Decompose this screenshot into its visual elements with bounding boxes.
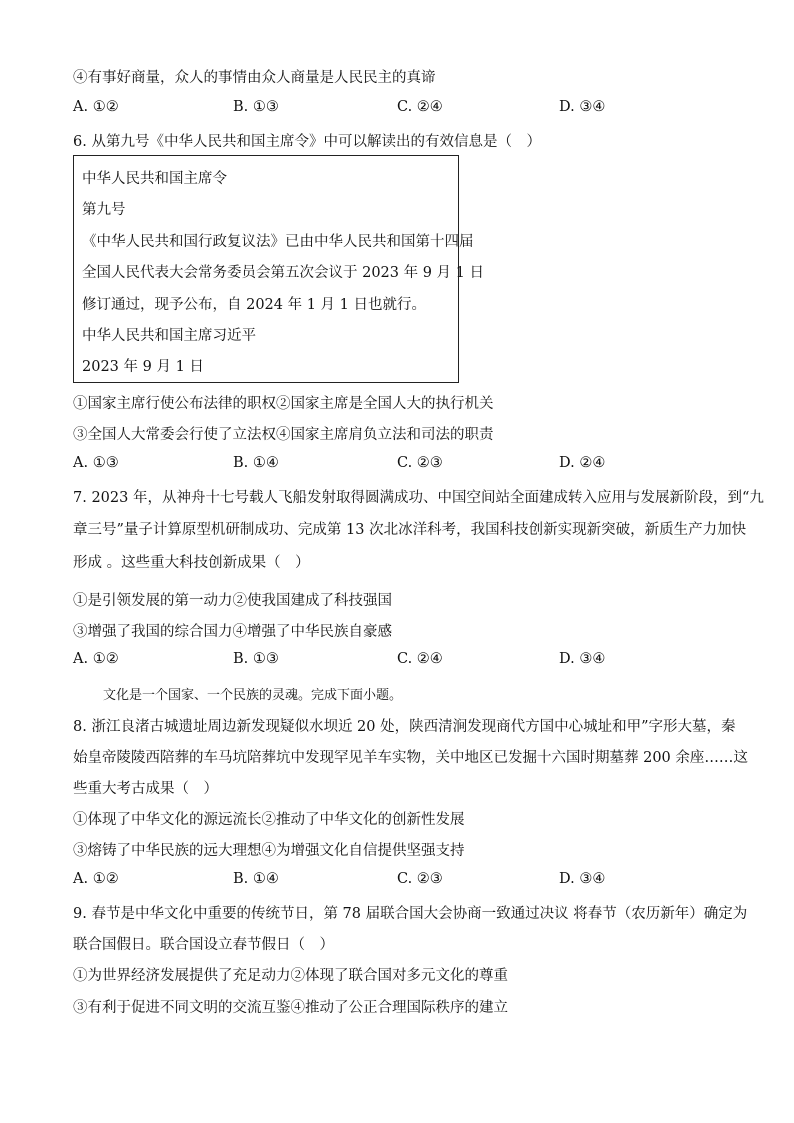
- q8-statements-1-2: ①体现了中华文化的源远流长②推动了中华文化的创新性发展: [73, 812, 465, 828]
- option-b: B. ①④: [233, 871, 279, 887]
- decree-line: 《中华人民共和国行政复议法》已由中华人民共和国第十四届: [82, 234, 474, 250]
- q6-statements-3-4: ③全国人大常委会行使了立法权④国家主席肩负立法和司法的职责: [73, 427, 494, 443]
- q8-stem-line-1: 8. 浙江良渚古城遗址周边新发现疑似水坝近 20 处，陕西清涧发现商代方国中心城址和甲”字形大墓，秦: [73, 719, 736, 735]
- option-a: A. ①②: [73, 871, 119, 887]
- q6-options: [73, 455, 713, 475]
- q7-statements-1-2: ①是引领发展的第一动力②使我国建成了科技强国: [73, 593, 392, 609]
- option-d: D. ③④: [559, 871, 606, 887]
- q6-stem: 6. 从第九号《中华人民共和国主席令》中可以解读出的有效信息是（ ）: [73, 134, 541, 150]
- q7-stem-line-1: 7. 2023 年，从神舟十七号载人飞船发射取得圆满成功、中国空间站全面建成转入应用与发展新阶段，到“九: [73, 490, 764, 506]
- q7-stem-line-3: 形成 。这些重大科技创新成果（ ）: [73, 555, 310, 571]
- q8-stem-line-2: 始皇帝陵陵西陪葬的车马坑陪葬坑中发现罕见羊车实物，关中地区已发掘十六国时期墓葬 200 余座……这: [73, 750, 748, 766]
- q5-options: [73, 99, 713, 119]
- q6-statements-1-2: ①国家主席行使公布法律的职权②国家主席是全国人大的执行机关: [73, 396, 494, 412]
- q9-statements-1-2: ①为世界经济发展提供了充足动力②体现了联合国对多元文化的尊重: [73, 968, 508, 984]
- option-c: C. ②④: [397, 99, 443, 115]
- q7-stem-line-2: 章三号”量子计算原型机研制成功、完成第 13 次北冰洋科考，我国科技创新实现新突破，新质生产力加快: [73, 522, 747, 538]
- presidential-decree-box: [73, 155, 485, 383]
- section-intro: 文化是一个国家、一个民族的灵魂。完成下面小题。: [103, 688, 403, 703]
- decree-line: 全国人民代表大会常务委员会第五次会议于 2023 年 9 月 1 日: [82, 265, 485, 281]
- q8-options: [73, 871, 713, 891]
- option-d: D. ③④: [559, 651, 606, 667]
- decree-line: 中华人民共和国主席令: [82, 171, 227, 187]
- q7-statements-3-4: ③增强了我国的综合国力④增强了中华民族自豪感: [73, 624, 392, 640]
- decree-line: 修订通过，现予公布，自 2024 年 1 月 1 日也就行。: [82, 297, 427, 313]
- option-b: B. ①③: [233, 99, 279, 115]
- q9-stem-line-2: 联合国假日。联合国设立春节假日（ ）: [73, 937, 334, 953]
- option-a: A. ①③: [73, 455, 119, 471]
- q5-statement-4: ④有事好商量，众人的事情由众人商量是人民民主的真谛: [73, 70, 436, 86]
- option-c: C. ②③: [397, 455, 443, 471]
- option-d: D. ②④: [559, 455, 606, 471]
- q9-stem-line-1: 9. 春节是中华文化中重要的传统节日，第 78 届联合国大会协商一致通过决议 将春节（农历新年）确定为: [73, 906, 748, 922]
- q8-statements-3-4: ③熔铸了中华民族的远大理想④为增强文化自信提供坚强支持: [73, 843, 465, 859]
- option-a: A. ①②: [73, 651, 119, 667]
- option-b: B. ①④: [233, 455, 279, 471]
- option-d: D. ③④: [559, 99, 606, 115]
- option-c: C. ②③: [397, 871, 443, 887]
- option-c: C. ②④: [397, 651, 443, 667]
- option-a: A. ①②: [73, 99, 119, 115]
- decree-line: 中华人民共和国主席习近平: [82, 328, 256, 344]
- q9-statements-3-4: ③有利于促进不同文明的交流互鉴④推动了公正合理国际秩序的建立: [73, 1000, 508, 1016]
- decree-line: 2023 年 9 月 1 日: [82, 359, 204, 375]
- q7-options: [73, 651, 713, 671]
- q8-stem-line-3: 些重大考古成果（ ）: [73, 781, 218, 797]
- decree-line: 第九号: [82, 202, 126, 218]
- option-b: B. ①③: [233, 651, 279, 667]
